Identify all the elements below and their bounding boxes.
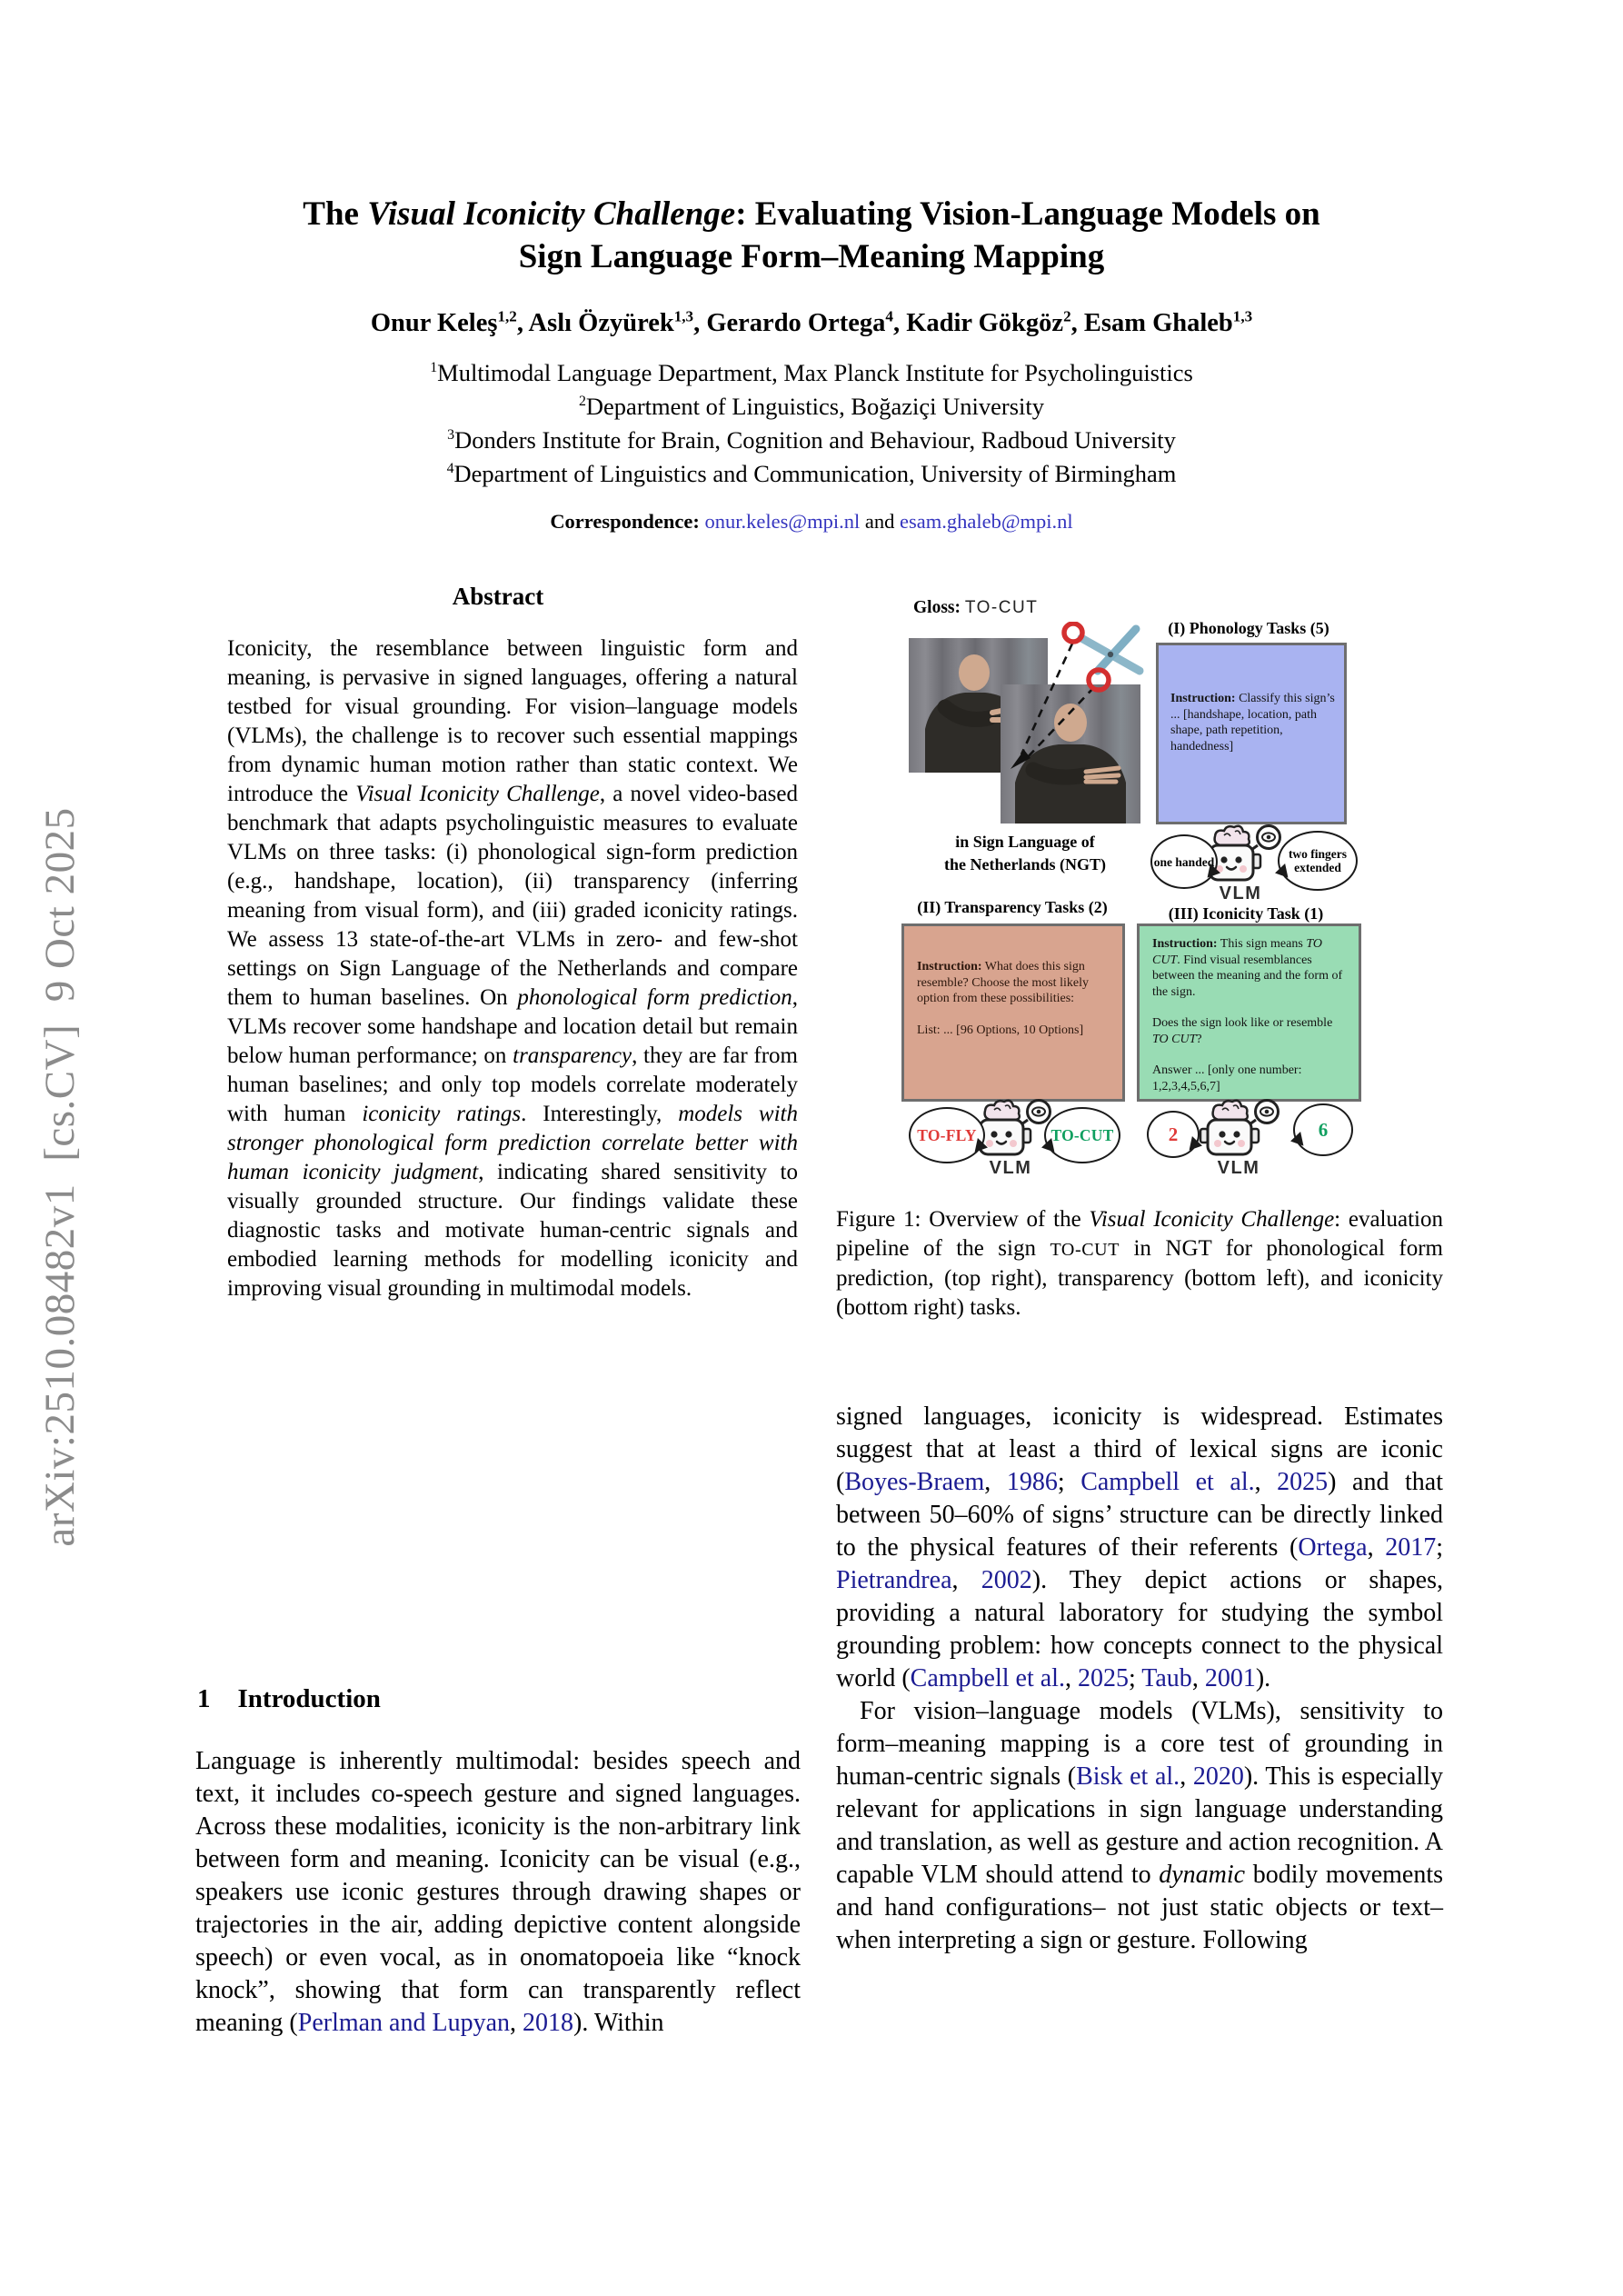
citation-link[interactable]: Campbell et al. <box>1080 1468 1255 1496</box>
iconicity-answer-bubble-correct: 6 <box>1293 1103 1353 1156</box>
citation-link[interactable]: 2001 <box>1204 1664 1256 1692</box>
text-run: TO CUT <box>1152 937 1322 967</box>
text-run: Visual Iconicity Challenge <box>355 782 600 806</box>
phonology-instruction-box <box>1156 643 1347 824</box>
text-run: 1,2 <box>497 307 517 325</box>
text-run: ). <box>1255 1664 1271 1692</box>
text-run: , VLMs recover some handshape and location detail but remain below human performance; on <box>227 985 798 1068</box>
abstract-body <box>227 634 798 1303</box>
vlm-label: VLM <box>989 1158 1032 1178</box>
abstract-section <box>195 583 801 1303</box>
paper-title <box>91 193 1532 278</box>
box-paragraph <box>917 959 1112 1007</box>
paper-title-line1 <box>91 193 1532 235</box>
text-run: models with stronger phonological form prediction correlate better with human iconicity judgment <box>227 1102 798 1184</box>
text-run: 1,3 <box>1232 307 1253 325</box>
text-run: Department of Linguistics, Boğaziçi University <box>585 393 1045 420</box>
text-run: Iconicity, the resemblance between linguistic form and meaning, is pervasive in signed languages, offering a natural testbed for visual grounding. For vision–language models (VLMs), the challenge is to recover such essential mappings from dynamic human motion rather than static context. We introduce the <box>227 636 798 806</box>
text-run: , <box>1064 1664 1078 1692</box>
text-run: , indicating shared sensitivity to visually grounded structure. Our findings validate these diagnostic tasks and motivate human-centric signals and embodied learning methods for modelling iconicity and improving visual grounding in multimodal models. <box>227 1160 799 1301</box>
citation-link[interactable]: Pietrandrea <box>836 1566 952 1594</box>
citation-link[interactable]: Perlman and Lupyan <box>297 2009 511 2037</box>
affiliation-3 <box>91 424 1532 457</box>
transparency-answer-bubble-wrong: TO-FLY <box>909 1107 985 1163</box>
text-run: Figure 1: Overview of the <box>836 1207 1090 1232</box>
text-run: 1,3 <box>673 307 694 325</box>
section-number: 1 <box>197 1684 211 1713</box>
text-run: and <box>860 510 900 533</box>
text-run: ? <box>1196 1032 1202 1046</box>
text-run: Esam Ghaleb <box>1083 309 1233 337</box>
text-run: ; <box>1436 1533 1443 1562</box>
text-run: ). This is especially relevant for applications in sign language understanding and translation, as well as gesture and action recognition. A capable VLM should attend to <box>836 1762 1444 1889</box>
transparency-instruction-box <box>901 923 1125 1102</box>
text-run: , <box>516 309 529 337</box>
figure-1-caption <box>836 1205 1443 1323</box>
figure-1 <box>836 593 1443 1193</box>
text-run: Classify this sign’s ... [handshape, location, path shape, path repetition, handedness] <box>1170 692 1335 754</box>
arxiv-banner: arXiv:2510.08482v1 [cs.CV] 9 Oct 2025 <box>36 807 84 1547</box>
ngt-caption-line2: the Netherlands (NGT) <box>944 855 1106 873</box>
email-link[interactable]: onur.keles@mpi.nl <box>704 510 861 533</box>
text-run: ) and that between 50–60% of signs’ structure can be directly linked to the physical features of their referents ( <box>836 1468 1444 1562</box>
text-run: , <box>1191 1664 1205 1692</box>
citation-link[interactable]: Boyes-Braem <box>844 1468 985 1496</box>
text-run: in NGT for phonological form prediction, (top right), transparency (bottom left), and iconicity (bottom right) tasks. <box>836 1236 1444 1320</box>
correspondence-line <box>91 510 1532 534</box>
text-run: Multimodal Language Department, Max Planck Institute for Psycholinguistics <box>437 359 1193 386</box>
box-paragraph <box>1152 1015 1349 1047</box>
citation-link[interactable]: 2017 <box>1385 1533 1437 1562</box>
phonology-answer-bubble-left: one handed <box>1150 834 1218 889</box>
text-run: Language is inherently multimodal: besides speech and text, it includes co-speech gesture and signed languages. Across these modalities, iconicity is the non-arbitrary link between form and meaning. Iconicity can be visual (e.g., speakers use iconic gestures through drawing shapes or trajectories in the air, adding depictive content alongside speech) or even vocal, as in onomatopoeia like “knock knock”, showing that form can transparently reflect meaning ( <box>195 1747 801 2037</box>
text-run: 2 <box>578 394 586 410</box>
text-run: : Evaluating Vision-Language Models on <box>735 195 1320 233</box>
text-run: What does this sign resemble? Choose the most likely option from these possibilities: <box>917 960 1089 1005</box>
text-run: transparency <box>513 1043 632 1068</box>
text-run: ). Within <box>573 2009 664 2037</box>
box-paragraph <box>1152 1063 1349 1094</box>
gloss-label: Gloss: <box>913 598 961 617</box>
text-run: . Find visual resemblances between the meaning and the form of the sign. <box>1152 953 1343 999</box>
citation-link[interactable]: 2025 <box>1277 1468 1329 1496</box>
vlm-label: VLM <box>1217 1158 1260 1178</box>
gloss-value: TO-CUT <box>964 598 1039 617</box>
section-heading-introduction <box>197 1684 381 1714</box>
email-link[interactable]: esam.ghaleb@mpi.nl <box>899 510 1073 533</box>
vlm-label: VLM <box>1219 883 1262 903</box>
text-run: The <box>303 195 368 233</box>
phonology-answer-bubble-right: two fingers extended <box>1278 831 1358 891</box>
affiliation-2 <box>91 390 1532 424</box>
text-run: ; <box>1057 1468 1081 1496</box>
section-title: Introduction <box>237 1684 381 1713</box>
text-run: Gerardo Ortega <box>706 309 886 337</box>
text-run: 2 <box>1063 307 1071 325</box>
citation-link[interactable]: Bisk et al. <box>1076 1762 1180 1791</box>
text-run: Correspondence: <box>550 510 705 533</box>
text-run: TO-CUT <box>1050 1240 1120 1260</box>
text-run: bodily movements and hand configurations– not just static objects or text– when interpreting a sign or gesture. Following <box>836 1861 1444 1954</box>
citation-link[interactable]: Campbell et al. <box>910 1664 1065 1692</box>
text-run: . Interestingly, <box>521 1102 679 1126</box>
ngt-caption <box>889 831 1161 876</box>
text-run: Onur Keleş <box>370 309 498 337</box>
text-run: , <box>1180 1762 1193 1791</box>
body-paragraph <box>836 1401 1443 1695</box>
text-run: Donders Institute for Brain, Cognition and Behaviour, Radboud University <box>454 426 1176 454</box>
box-paragraph <box>1170 691 1336 754</box>
text-run: List: ... [96 Options, 10 Options] <box>917 1023 1084 1037</box>
iconicity-task-header: (III) Iconicity Task (1) <box>1168 904 1324 923</box>
box-paragraph <box>917 1023 1112 1039</box>
introduction-paragraph <box>195 1745 801 2040</box>
text-run: , <box>984 1468 1007 1496</box>
iconicity-answer-bubble-wrong: 2 <box>1147 1111 1200 1158</box>
text-run: Instruction: <box>917 960 982 973</box>
text-run: 4 <box>885 307 893 325</box>
text-run: , <box>693 309 707 337</box>
text-run: ; <box>1128 1664 1142 1692</box>
iconicity-instruction-box <box>1137 923 1361 1102</box>
text-run: For vision–language models (VLMs), sensitivity to form–meaning mapping is a core test of grounding in human-centric signals ( <box>836 1697 1443 1791</box>
affiliations <box>91 356 1532 491</box>
text-run: Department of Linguistics and Communication, University of Birmingham <box>453 460 1177 487</box>
text-run: Aslı Özyürek <box>528 309 674 337</box>
citation-link[interactable]: 2020 <box>1192 1762 1244 1791</box>
text-run: , a novel video-based benchmark that adapts psycholinguistic measures to evaluate VLMs on three tasks: (i) phonological sign-form prediction (e.g., handshape, location), (ii) transparency (inferring meaning from visual form), and (iii) graded iconicity ratings. We assess 13 state-of-the-art VLMs in zero- and few-shot settings on Sign Language of the Netherlands and compare them to human baselines. On <box>227 782 799 1010</box>
text-run: 3 <box>447 427 455 444</box>
text-run: Visual Iconicity Challenge <box>367 195 736 233</box>
text-run: ). They depict actions or shapes, providing a natural laboratory for studying the symbol grounding problem: how concepts connect to the physical world ( <box>836 1566 1444 1692</box>
text-run: This sign means <box>1217 937 1307 951</box>
text-run: TO CUT <box>1152 1032 1197 1046</box>
affiliation-1 <box>91 356 1532 390</box>
signer-photo-2 <box>1001 684 1140 824</box>
text-run: iconicity ratings <box>362 1102 522 1126</box>
citation-link[interactable]: 2002 <box>981 1566 1032 1594</box>
phonology-tasks-header: (I) Phonology Tasks (5) <box>1168 619 1329 637</box>
text-run: Instruction: <box>1170 692 1236 705</box>
text-run: , <box>510 2009 523 2037</box>
transparency-answer-bubble-correct: TO-CUT <box>1044 1107 1120 1163</box>
citation-link[interactable]: 2025 <box>1077 1664 1129 1692</box>
affiliation-4 <box>91 457 1532 491</box>
text-run: , <box>1367 1533 1386 1562</box>
text-run: signed languages, iconicity is widespread. Estimates suggest that at least a third of lexical signs are iconic ( <box>836 1403 1443 1496</box>
ngt-caption-line1: in Sign Language of <box>955 833 1095 851</box>
text-run: Visual Iconicity Challenge <box>1089 1207 1335 1232</box>
citation-link[interactable]: Taub <box>1141 1664 1192 1692</box>
text-run: Instruction: <box>1152 937 1218 951</box>
text-run: 1 <box>430 360 438 376</box>
paper-title-line2: Sign Language Form–Meaning Mapping <box>518 238 1105 275</box>
text-run: , <box>1254 1468 1278 1496</box>
text-run: Kadir Gökgöz <box>906 309 1064 337</box>
text-run: , <box>892 309 907 337</box>
body-paragraph <box>836 1695 1443 1957</box>
abstract-heading: Abstract <box>452 583 544 610</box>
gloss-label-row <box>913 598 1038 618</box>
text-run: Answer ... [only one number: 1,2,3,4,5,6,7] <box>1152 1063 1302 1093</box>
citation-link[interactable]: 1986 <box>1006 1468 1058 1496</box>
text-run: Does the sign look like or resemble <box>1152 1016 1333 1030</box>
author-list <box>91 309 1532 338</box>
box-paragraph <box>1152 936 1349 1000</box>
citation-link[interactable]: 2018 <box>523 2009 574 2037</box>
text-run: , they are far from human baselines; and only top models correlate moderately with human <box>227 1043 799 1126</box>
right-column-text <box>836 1401 1443 1957</box>
text-run: 4 <box>446 461 454 477</box>
text-run: : evaluation pipeline of the sign <box>836 1207 1443 1261</box>
text-run: dynamic <box>1159 1861 1246 1889</box>
transparency-tasks-header: (II) Transparency Tasks (2) <box>917 898 1108 916</box>
citation-link[interactable]: Ortega <box>1298 1533 1368 1562</box>
text-run: , <box>951 1566 981 1594</box>
text-run: , <box>1070 309 1084 337</box>
text-run: phonological form prediction <box>517 985 792 1010</box>
